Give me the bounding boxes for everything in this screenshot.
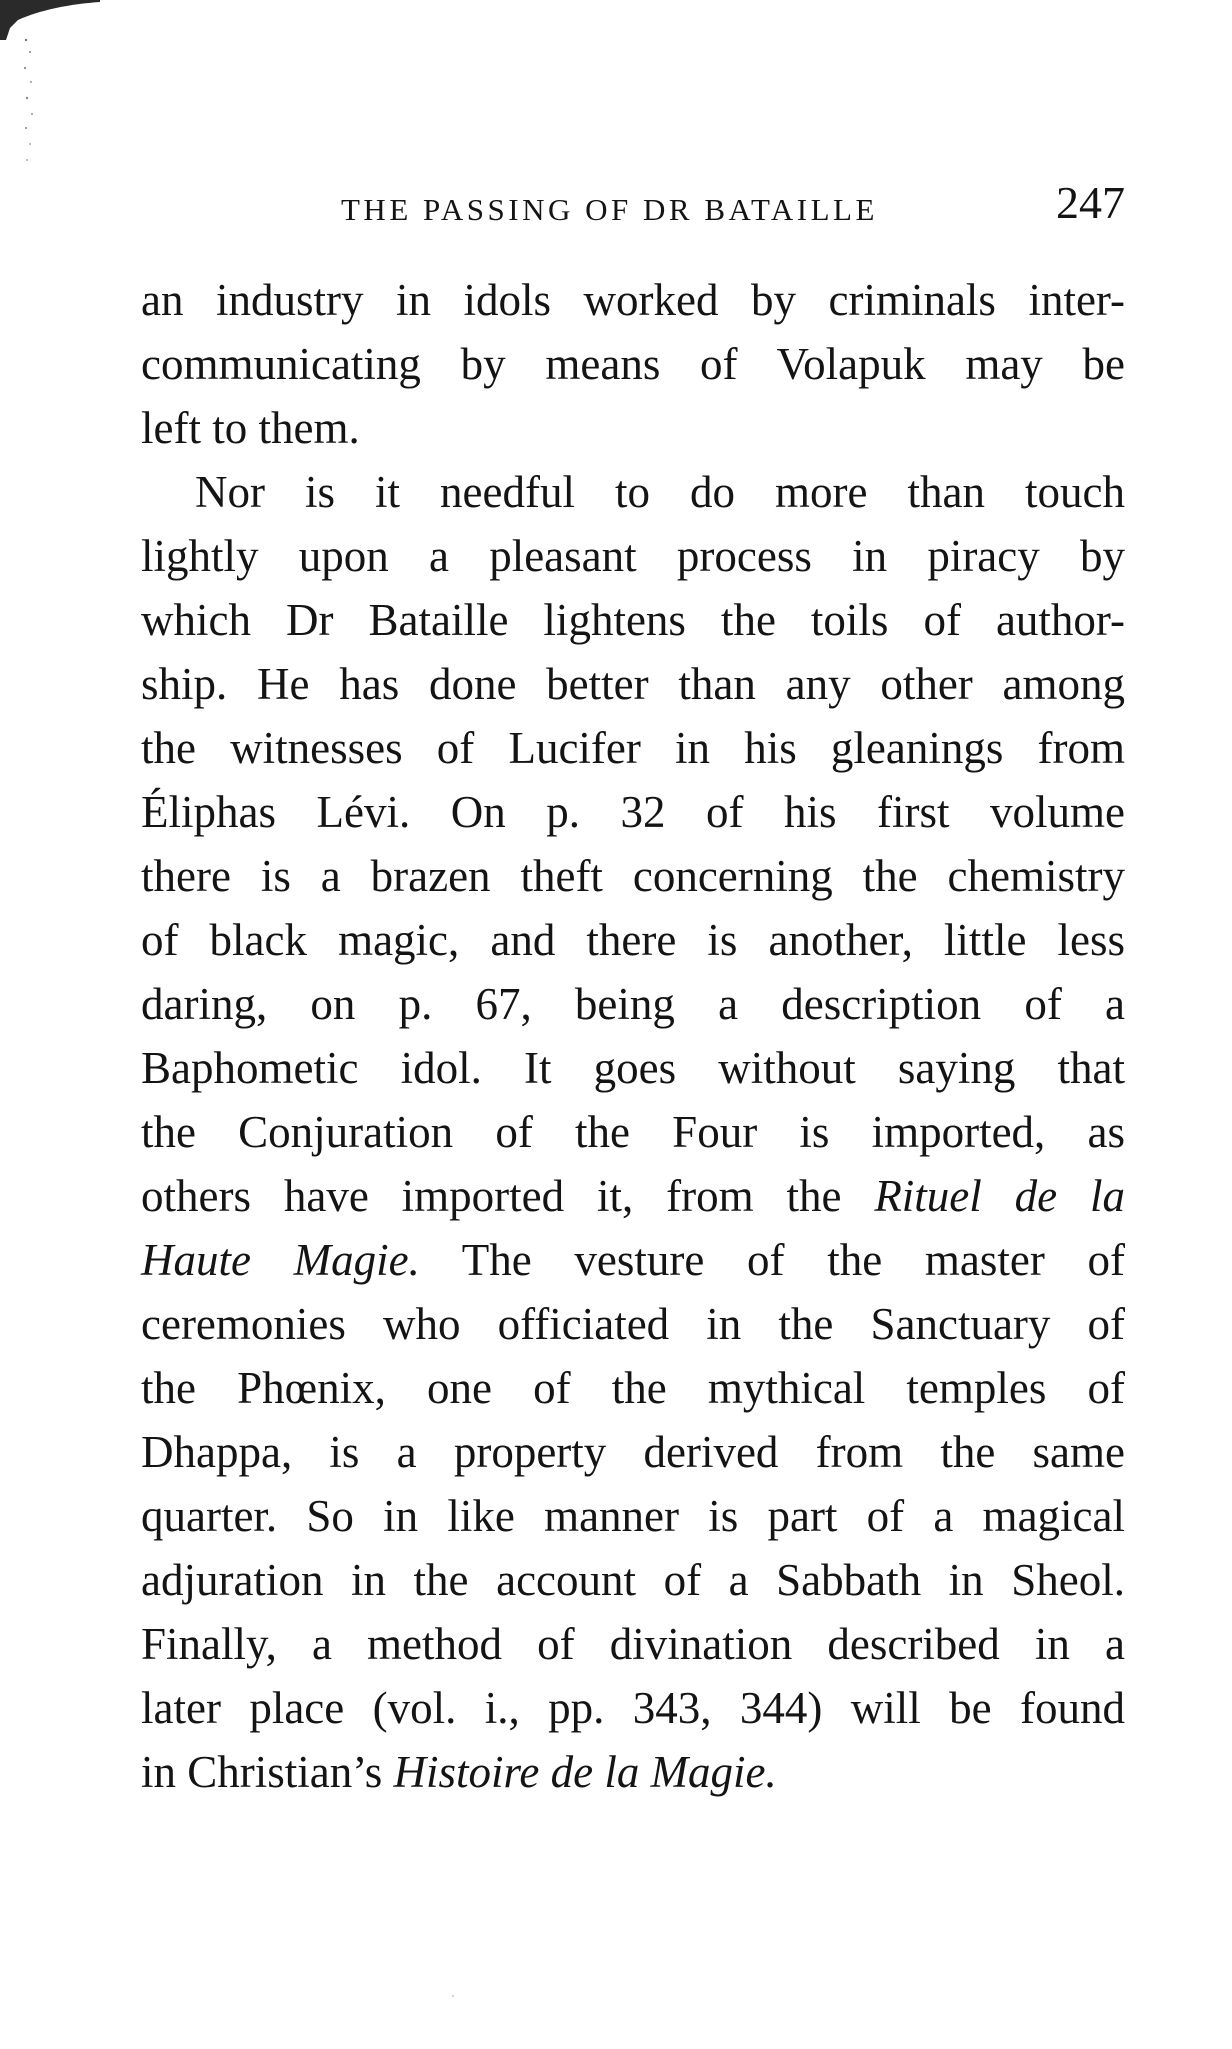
text-line xyxy=(141,1740,1125,1804)
page-number: 247 xyxy=(1056,177,1125,228)
text-line: the witnesses of Lucifer in his gleanings from xyxy=(141,723,1125,773)
italic-title-run: Rituel de la xyxy=(874,1171,1125,1221)
text-line: there is a brazen theft concerning the chemistry xyxy=(141,851,1125,901)
scan-speck xyxy=(452,1995,454,1997)
text-line: of black magic, and there is another, little less xyxy=(141,915,1125,965)
text-line: communicating by means of Volapuk may be xyxy=(141,339,1125,389)
text-line: an industry in idols worked by criminals inter- xyxy=(141,275,1125,325)
text-line: ceremonies who officiated in the Sanctuary of xyxy=(141,1299,1125,1349)
body-text xyxy=(141,268,1125,1804)
text-line: adjuration in the account of a Sabbath in Sheol. xyxy=(141,1555,1125,1605)
running-title: THE PASSING OF DR BATAILLE xyxy=(341,192,878,227)
text-run: The vesture of the master of xyxy=(419,1235,1125,1285)
text-line: daring, on p. 67, being a description of a xyxy=(141,979,1125,1029)
italic-title-run: Haute Magie. xyxy=(141,1235,420,1285)
text-run: others have imported it, from the xyxy=(141,1171,875,1221)
running-head xyxy=(141,176,1125,236)
text-line: Finally, a method of divination described in a xyxy=(141,1619,1125,1669)
text-line xyxy=(141,1164,1125,1228)
text-line xyxy=(141,1228,1125,1292)
text-line: the Phœnix, one of the mythical temples of xyxy=(141,1363,1125,1413)
text-line: Éliphas Lévi. On p. 32 of his first volume xyxy=(141,787,1125,837)
text-line: Nor is it needful to do more than touch xyxy=(195,467,1125,517)
italic-title-run: Histoire de la Magie. xyxy=(393,1747,777,1797)
text-run: in Christian’s xyxy=(141,1747,394,1797)
page-corner-mark xyxy=(0,0,100,40)
text-line: Dhappa, is a property derived from the same xyxy=(141,1427,1125,1477)
scan-speckle-marks xyxy=(22,30,36,180)
text-line: the Conjuration of the Four is imported, as xyxy=(141,1107,1125,1157)
text-line: which Dr Bataille lightens the toils of author- xyxy=(141,595,1125,645)
text-line: lightly upon a pleasant process in piracy by xyxy=(141,531,1125,581)
text-line: ship. He has done better than any other among xyxy=(141,659,1125,709)
text-line: quarter. So in like manner is part of a magical xyxy=(141,1491,1125,1541)
text-line: left to them. xyxy=(141,403,360,453)
text-line: Baphometic idol. It goes without saying that xyxy=(141,1043,1125,1093)
text-line: later place (vol. i., pp. 343, 344) will be found xyxy=(141,1683,1125,1733)
